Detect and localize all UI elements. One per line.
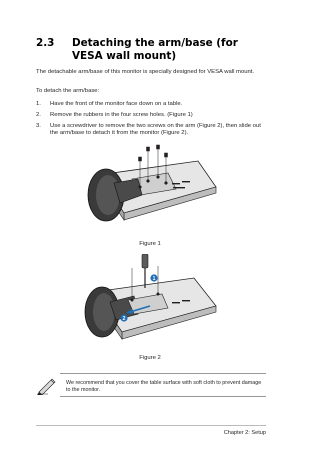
callout-1 (150, 274, 157, 282)
step-text: Remove the rubbers in the four screw holes. (Figure 1) (50, 112, 193, 118)
step-number: 1. (36, 101, 41, 107)
step-number: 2. (36, 112, 41, 118)
step-number: 3. (36, 123, 41, 129)
figure-2-illustration (80, 254, 220, 346)
callout-1-label: 1 (152, 276, 156, 282)
figure-1-illustration (80, 143, 220, 235)
note-text: We recommend that you cover the table surface with soft cloth to prevent damage to the monitor. (66, 380, 262, 393)
section-number: 2.3 (36, 37, 55, 49)
section-title: Detaching the arm/base (for VESA wall mount) (72, 37, 238, 62)
lead-text: To detach the arm/base: (36, 88, 100, 94)
intro-paragraph: The detachable arm/base of this monitor is specially designed for VESA wall mount. (36, 69, 255, 75)
pencil-note-icon (36, 375, 58, 395)
screwdriver (142, 254, 148, 288)
step-text: Use a screwdriver to remove the two screws on the arm (Figure 2), then slide out the arm/base to detach it from the monitor (Figure 2). (50, 123, 261, 137)
footer-rule (36, 425, 266, 426)
note-bottom-rule (60, 396, 266, 397)
callout-2-label: 2 (122, 316, 126, 322)
footer-chapter: Chapter 2: Setup (223, 430, 266, 436)
figure-2-caption: Figure 2 (139, 355, 161, 361)
note-top-rule (60, 373, 266, 374)
step-text: Have the front of the monitor face down on a table. (50, 101, 183, 107)
figure-1-caption: Figure 1 (139, 241, 161, 247)
